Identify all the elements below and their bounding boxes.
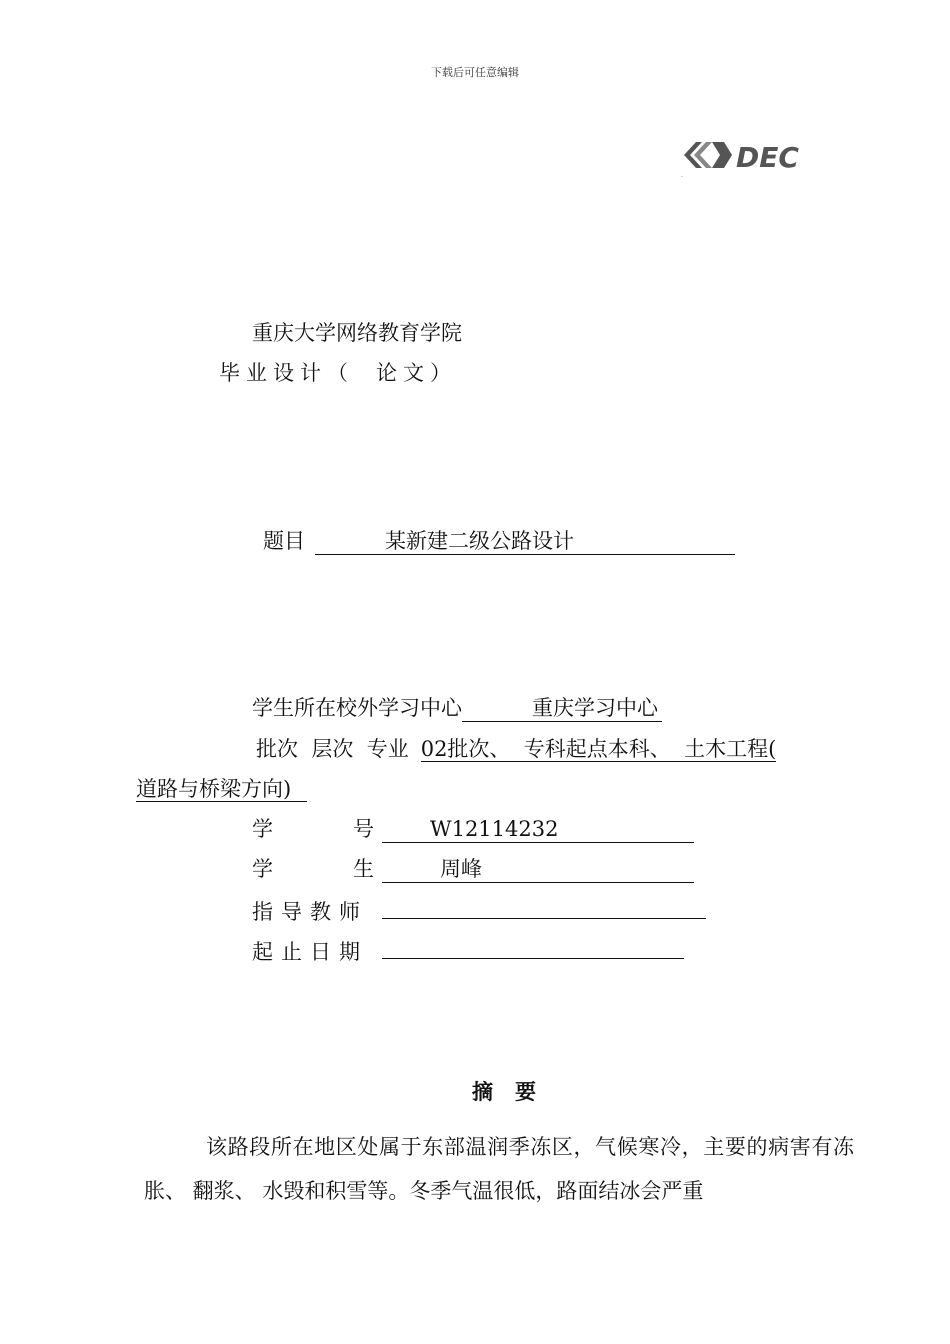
document-type-left: 毕业设计（ [219, 361, 354, 385]
study-center-value: 重庆学习中心 [462, 696, 662, 722]
thesis-title-row [263, 525, 735, 555]
student-id-value: W12114232 [382, 817, 694, 843]
thesis-title-value: 某新建二级公路设计 [315, 529, 735, 555]
logo-mark: . [681, 172, 683, 179]
student-name-label: 学 生 [252, 857, 374, 881]
batch-value-line1: 02批次、 专科起点本科、 土木工程( [420, 737, 777, 761]
dec-logo-icon [684, 142, 732, 168]
batch-row-continued [136, 773, 307, 803]
study-center-row [252, 692, 662, 722]
student-id-label: 学 号 [252, 817, 374, 841]
batch-value-line2: 道路与桥梁方向) [136, 777, 307, 802]
dec-logo-text: DEC [736, 141, 799, 172]
dec-logo [682, 138, 822, 172]
student-id-row [252, 813, 694, 843]
thesis-title-label: 题目 [263, 529, 305, 553]
abstract-text: 该路段所在地区处属于东部温润季冻区，气候寒冷，主要的病害有冻胀、 翻浆、 水毁和积雪等。冬季气温很低，路面结冰会严重 [144, 1135, 854, 1203]
dates-value [382, 933, 684, 959]
student-name-row [252, 853, 694, 883]
study-center-label: 学生所在校外学习中心 [252, 696, 462, 720]
university-name: 重庆大学网络教育学院 [252, 321, 462, 345]
document-type [219, 357, 457, 387]
dates-row [252, 933, 684, 966]
student-name-value: 周峰 [382, 857, 694, 883]
document-type-right: 论文） [376, 361, 457, 385]
header-note: 下载后可任意编辑 [431, 66, 519, 79]
advisor-row [252, 893, 706, 926]
advisor-label: 指导教师 [252, 900, 368, 924]
batch-label: 批次 层次 专业 [256, 737, 409, 761]
dates-label: 起止日期 [252, 940, 368, 964]
advisor-value [382, 893, 706, 919]
batch-row [256, 733, 776, 763]
abstract-title: 摘要 [472, 1079, 558, 1104]
